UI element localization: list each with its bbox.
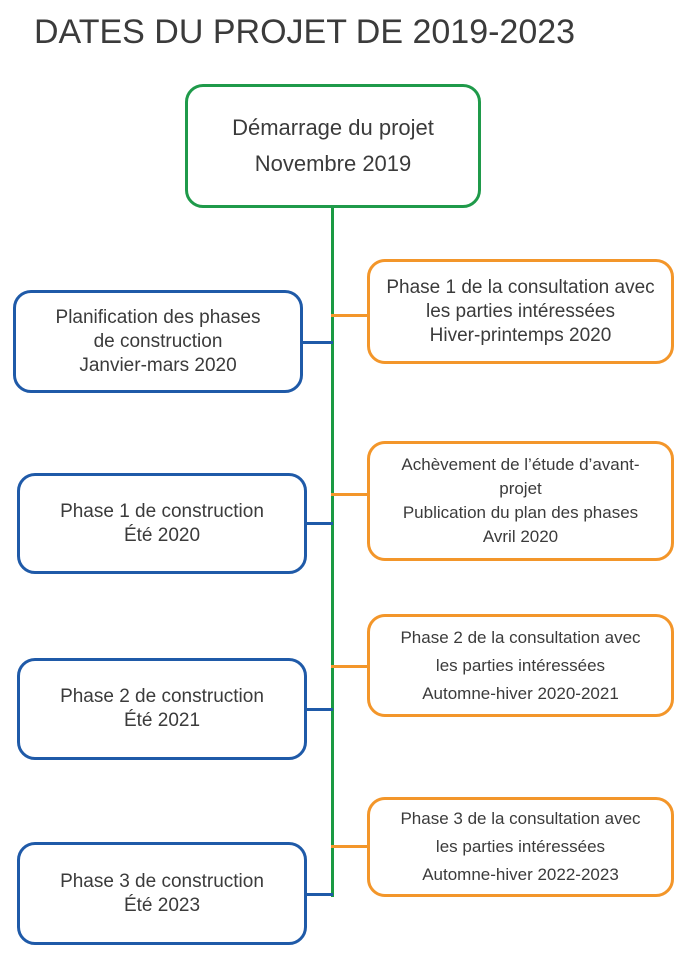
right-connector-2 bbox=[331, 493, 369, 496]
box-line: Hiver-printemps 2020 bbox=[429, 324, 612, 346]
box-line: les parties intéressées bbox=[435, 837, 606, 856]
box-line: Publication du plan des phases bbox=[402, 503, 639, 522]
consultation-box-phase-2 bbox=[367, 614, 674, 717]
box-line: projet bbox=[499, 479, 542, 498]
consultation-box-phase-1 bbox=[367, 259, 674, 364]
box-line: Phase 3 de la consultation avec bbox=[400, 809, 641, 828]
construction-box-phase-1 bbox=[17, 473, 307, 574]
box-line: Janvier-mars 2020 bbox=[79, 354, 237, 376]
box-line: Été 2020 bbox=[123, 524, 201, 546]
construction-box-phase-2 bbox=[17, 658, 307, 760]
box-line: les parties intéressées bbox=[425, 300, 616, 322]
box-line: Phase 2 de construction bbox=[60, 686, 264, 707]
timeline-trunk bbox=[331, 205, 334, 897]
box-line: Phase 3 de construction bbox=[60, 870, 264, 892]
construction-box-planning bbox=[13, 290, 303, 393]
box-line: Été 2021 bbox=[123, 710, 201, 731]
box-line: Phase 1 de construction bbox=[60, 500, 264, 522]
construction-box-phase-3 bbox=[17, 842, 307, 945]
right-connector-4 bbox=[331, 845, 369, 848]
project-start-title: Démarrage du projet bbox=[232, 115, 434, 140]
box-line: Planification des phases bbox=[55, 306, 261, 328]
left-connector-1 bbox=[300, 341, 333, 344]
box-line: Automne-hiver 2022-2023 bbox=[422, 865, 619, 884]
box-line: de construction bbox=[93, 330, 223, 352]
left-connector-3 bbox=[304, 708, 333, 711]
project-start-box bbox=[185, 84, 481, 208]
left-connector-2 bbox=[304, 522, 333, 525]
consultation-box-phase-3 bbox=[367, 797, 674, 897]
box-line: Phase 1 de la consultation avec bbox=[386, 276, 655, 298]
project-start-date: Novembre 2019 bbox=[254, 151, 412, 176]
box-line: les parties intéressées bbox=[435, 655, 606, 675]
page-title: DATES DU PROJET DE 2019-2023 bbox=[34, 13, 576, 51]
right-connector-3 bbox=[331, 665, 369, 668]
left-connector-4 bbox=[304, 893, 333, 896]
preliminary-study-box bbox=[367, 441, 674, 561]
right-connector-1 bbox=[331, 314, 369, 317]
box-line: Été 2023 bbox=[123, 894, 201, 916]
box-line: Avril 2020 bbox=[482, 527, 559, 546]
box-line: Achèvement de l’étude d’avant- bbox=[401, 455, 640, 474]
box-line: Phase 2 de la consultation avec bbox=[400, 627, 641, 647]
box-line: Automne-hiver 2020-2021 bbox=[422, 683, 619, 703]
